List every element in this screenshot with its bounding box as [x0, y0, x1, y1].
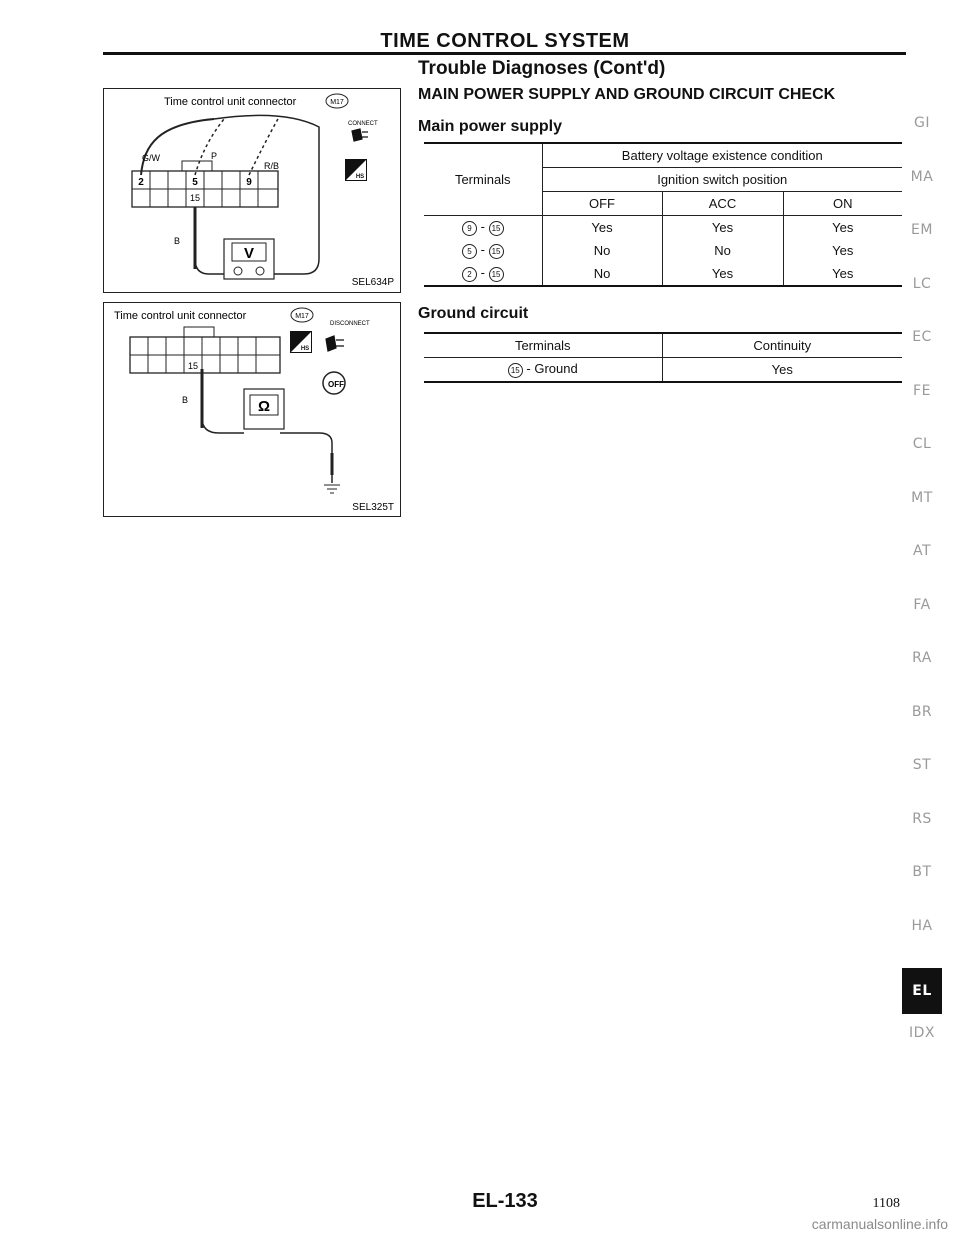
wire-label-bottom: B: [174, 236, 181, 246]
table-row: [424, 262, 902, 286]
section-tab-em[interactable]: EM: [911, 222, 933, 238]
header-condition: Battery voltage existence condition: [542, 143, 902, 168]
section-title: Trouble Diagnoses (Cont'd): [418, 58, 666, 79]
section-tab-bt[interactable]: BT: [912, 864, 932, 880]
main-power-heading: Main power supply: [418, 118, 563, 135]
mode-label: CONNECT: [348, 121, 378, 127]
section-tab-st[interactable]: ST: [912, 757, 932, 773]
section-tab-fa[interactable]: FA: [913, 596, 931, 613]
pin-label-a: 2: [138, 177, 144, 188]
cell-off: Yes: [542, 216, 662, 240]
section-tab-br[interactable]: BR: [911, 703, 933, 720]
voltage-check-diagram: [104, 89, 400, 292]
col-on: ON: [783, 192, 902, 216]
connector-latch: [182, 161, 212, 171]
section-tab-ra[interactable]: RA: [912, 650, 932, 666]
col-terminals: Terminals: [424, 143, 542, 216]
ground-terminal: 15 - Ground: [424, 358, 662, 383]
wire-label-right: R/B: [264, 161, 280, 171]
header-ignition: Ignition switch position: [542, 168, 902, 192]
ground-col-continuity: Continuity: [662, 333, 902, 358]
col-acc: ACC: [662, 192, 783, 216]
connect-plug-icon: [352, 129, 368, 141]
terminal-pair: 9 - 15: [424, 216, 542, 240]
connector-latch-2: [184, 327, 214, 337]
ohm-lead-2: [280, 433, 332, 483]
section-tab-gi[interactable]: GI: [914, 115, 930, 131]
section-tab-ha[interactable]: HA: [911, 917, 933, 934]
section-tab-cl[interactable]: CL: [912, 436, 932, 452]
main-power-table: [424, 142, 902, 287]
table-row: [424, 239, 902, 262]
wire-label-left: G/W: [142, 153, 160, 163]
terminal-pair: 2 - 15: [424, 262, 542, 286]
ignition-key-label: OFF: [328, 380, 344, 389]
cell-on: Yes: [783, 239, 902, 262]
wire-label-bottom-2: B: [182, 395, 189, 405]
page-title: TIME CONTROL SYSTEM: [380, 30, 630, 52]
ground-col-terminals: Terminals: [424, 333, 662, 358]
ground-heading: Ground circuit: [418, 305, 529, 322]
figure2-caption: Time control unit connector: [114, 310, 247, 322]
harness-icon-label: HS: [355, 174, 365, 180]
table-row: [424, 216, 902, 240]
watermark: carmanualsonline.info: [811, 1216, 948, 1232]
pin-label-b: 5: [192, 177, 198, 188]
col-off: OFF: [542, 192, 662, 216]
cell-acc: Yes: [662, 262, 783, 286]
figure1-code: SEL634P: [351, 277, 394, 288]
continuity-check-diagram: [104, 303, 400, 516]
pin-label-c: 9: [246, 177, 252, 188]
figure2-code: SEL325T: [352, 502, 394, 513]
section-tab-rs[interactable]: RS: [912, 810, 932, 827]
title-rule: [103, 52, 906, 55]
subsection-title: MAIN POWER SUPPLY AND GROUND CIRCUIT CHECK: [418, 86, 836, 103]
disconnect-plug-icon: [326, 336, 344, 351]
ohm-lead-1: [202, 418, 244, 433]
figure1-caption: Time control unit connector: [164, 96, 297, 108]
terminal-pair: 5 - 15: [424, 239, 542, 262]
cell-off: No: [542, 262, 662, 286]
ground-continuity: Yes: [662, 358, 902, 383]
figure-continuity-check: [103, 302, 401, 517]
section-tab-el[interactable]: EL: [902, 968, 942, 1014]
voltmeter-symbol: V: [243, 245, 255, 262]
meter-lead-negative: [195, 259, 224, 274]
cell-off: No: [542, 239, 662, 262]
cell-on: Yes: [783, 216, 902, 240]
cell-acc: Yes: [662, 216, 783, 240]
table-row: [424, 358, 902, 383]
probe-wire-mid: [195, 119, 224, 175]
section-tab-ec[interactable]: EC: [912, 329, 932, 345]
figure-voltage-check: [103, 88, 401, 293]
mode-label-2: DISCONNECT: [330, 321, 370, 327]
section-tab-ma[interactable]: MA: [910, 168, 934, 185]
page-sequence: 1108: [872, 1196, 900, 1211]
section-tab-lc[interactable]: LC: [912, 275, 932, 292]
wire-label-mid: P: [211, 151, 218, 161]
figure1-connector-id: M17: [330, 99, 344, 106]
section-tab-mt[interactable]: MT: [911, 489, 933, 506]
section-tab-fe[interactable]: FE: [913, 382, 931, 399]
cell-acc: No: [662, 239, 783, 262]
harness-icon-2-label: HS: [300, 346, 310, 352]
figure2-connector-id: M17: [295, 313, 309, 320]
page-number: EL-133: [472, 1190, 538, 1212]
section-index: [902, 108, 942, 1072]
pin-label-2: 15: [187, 361, 199, 371]
ground-table: [424, 332, 902, 383]
section-tab-at[interactable]: AT: [912, 543, 932, 559]
probe-wire-left: [141, 119, 214, 175]
cell-on: Yes: [783, 262, 902, 286]
pin-label-d: 15: [189, 193, 201, 203]
section-tab-idx[interactable]: IDX: [909, 1025, 935, 1041]
ohmmeter-symbol: Ω: [257, 398, 271, 415]
